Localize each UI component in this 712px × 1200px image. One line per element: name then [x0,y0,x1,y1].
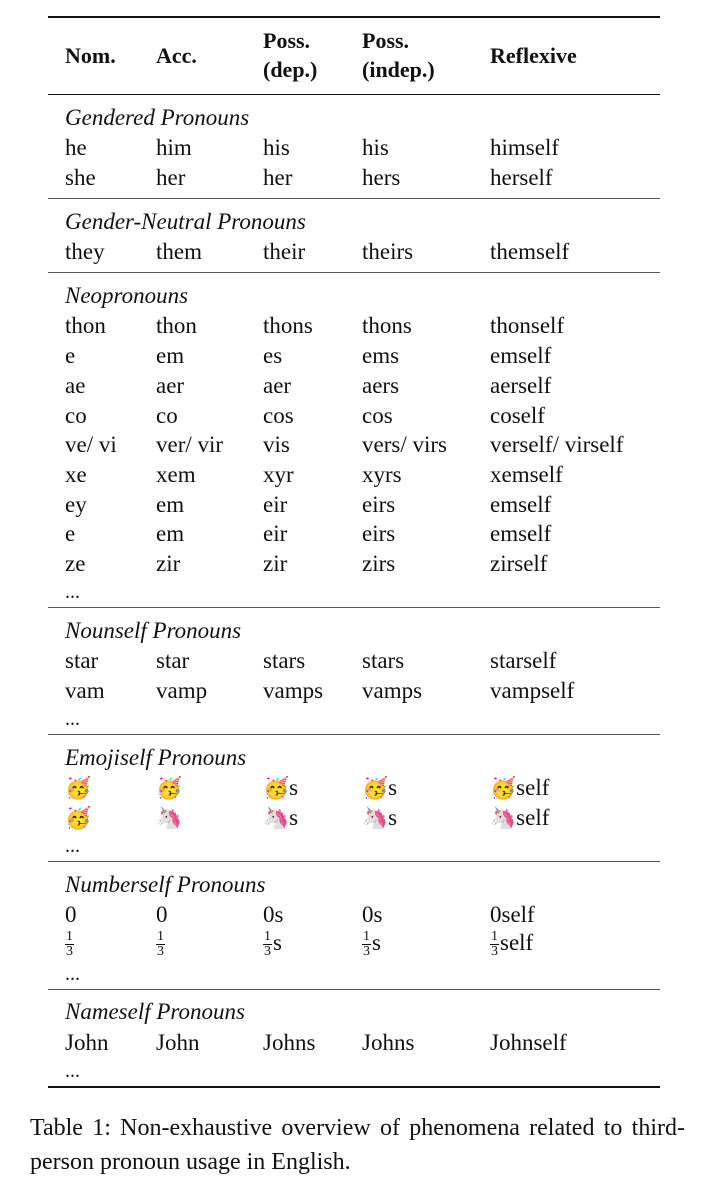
section-title: Gender-Neutral Pronouns [65,208,306,234]
table-cell: ver/ vir [156,432,224,458]
table-row [48,133,660,163]
table-row [48,400,660,430]
table-cell: cos [362,402,393,428]
table-row [48,430,660,460]
table-cell: theirs [362,239,414,265]
table-cell: stars [263,648,306,674]
table-cell: Johnself [490,1029,567,1055]
emoji-glyph: 🥳 [156,776,183,801]
table-cell: $\frac{1}{3}$ self [491,929,534,960]
emoji-glyph: 🥳 [490,776,517,801]
table-cell: 🦄s [263,805,299,831]
pronoun-table [48,16,660,1088]
table-cell: zir [156,550,181,576]
table-cell: his [263,135,290,161]
table-cell: thons [263,313,313,339]
header-cell: Reflexive [490,42,577,68]
table-cell: Johns [263,1029,316,1055]
table-row [48,460,660,490]
table-row [48,900,660,930]
section-title: Emojiself Pronouns [65,745,247,771]
fraction-one-third: $\frac{1}{3}$ [264,929,271,960]
table-cell: 🥳s [263,775,299,801]
table-cell [156,806,263,829]
table-header [48,18,660,94]
header-cell: Poss. (dep.) [263,28,318,82]
table-cell: es [263,343,283,369]
section-title: Nounself Pronouns [65,618,242,644]
table-cell: he [65,135,87,161]
bottom-rule [48,1086,660,1088]
table-cell: zir [263,550,288,576]
table-cell: eirs [362,521,396,547]
table-cell: herself [490,164,553,190]
header-cell: Acc. [156,42,197,68]
emoji-glyph: 🥳 [65,776,92,801]
table-cell: vampself [490,678,575,704]
emoji-glyph: 🦄 [490,806,517,831]
section-title: Numberself Pronouns [65,872,266,898]
table-cell: e [65,521,76,547]
table-cell: thon [65,313,106,339]
table-cell: ze [65,550,86,576]
table-cell: vers/ virs [362,432,447,458]
table-cell: themself [490,239,570,265]
table-cell: ey [65,491,87,517]
table-cell: em [156,521,185,547]
table-cell: John [156,1029,200,1055]
header-cell: Nom. [65,42,116,68]
table-cell: vamps [263,678,324,704]
table-cell [156,930,263,959]
table-row [48,341,660,371]
table-cell: him [156,135,192,161]
table-cell: em [156,491,185,517]
table-cell: they [65,239,105,265]
table-cell: his [362,135,389,161]
table-cell: himself [490,135,559,161]
table-row [48,519,660,549]
emoji-glyph: 🦄 [263,806,290,831]
table-row [48,646,660,676]
table-cell: aer [156,372,185,398]
table-cell: co [156,402,178,428]
table-cell: star [156,648,190,674]
table-cell: emself [490,491,552,517]
emoji-glyph: 🥳 [362,776,389,801]
table-cell: cos [263,402,294,428]
table-cell: 0 [156,902,168,928]
table-cell: emself [490,521,552,547]
table-cell: ae [65,372,86,398]
table-cell: starself [490,648,557,674]
table-cell [48,930,156,959]
table-cell: xyr [263,461,294,487]
fraction-one-third: $\frac{1}{3}$ [157,929,164,960]
table-cell: 0s [362,902,383,928]
table-cell: ems [362,343,400,369]
table-cell: thons [362,313,412,339]
table-row [48,549,660,579]
table-cell: ve/ vi [65,432,117,458]
table-row [48,489,660,519]
table-cell: eir [263,521,288,547]
fraction-one-third: $\frac{1}{3}$ [66,929,73,960]
table-cell: Johns [362,1029,415,1055]
table-cell: she [65,164,96,190]
table-body [48,95,660,1086]
ellipsis: ... [65,581,80,604]
table-cell: thon [156,313,197,339]
table-row [48,676,660,706]
table-cell: zirs [362,550,396,576]
table-cell: thonself [490,313,565,339]
table-cell: 🥳s [362,775,398,801]
table-cell: 0self [490,902,535,928]
section-title: Nameself Pronouns [65,999,245,1025]
table-cell: eir [263,491,288,517]
table-cell: vis [263,432,290,458]
emoji-glyph: 🥳 [263,776,290,801]
table-cell: $\frac{1}{3}$ s [264,929,282,960]
table-cell: $\frac{1}{3}$ s [363,929,381,960]
table-cell: John [65,1029,109,1055]
ellipsis: ... [65,1059,80,1082]
ellipsis: ... [65,835,80,858]
table-row [48,311,660,341]
table-cell: verself/ virself [490,432,624,458]
table-cell: their [263,239,306,265]
table-row [48,930,660,960]
table-cell: e [65,343,76,369]
table-row [48,371,660,401]
table-cell: star [65,648,99,674]
table-row [48,803,660,833]
table-cell: 🦄s [362,805,398,831]
table-cell: xyrs [362,461,402,487]
table-cell: 0 [65,902,77,928]
table-cell: aer [263,372,292,398]
table-row [48,773,660,803]
table-cell [48,806,156,829]
table-cell: xemself [490,461,563,487]
table-cell: stars [362,648,405,674]
header-cell: Poss. (indep.) [362,28,435,82]
table-cell: her [263,164,293,190]
table-cell: 🥳self [490,775,550,801]
table-cell: co [65,402,87,428]
emoji-glyph: 🦄 [156,806,183,831]
table-cell: coself [490,402,545,428]
table-cell: zirself [490,550,548,576]
ellipsis: ... [65,708,80,731]
table-caption: Table 1: Non-exhaustive overview of phenomena related to third-person pronoun usage in English. [30,1115,685,1175]
table-cell: vamp [156,678,208,704]
emoji-glyph: 🦄 [362,806,389,831]
table-cell: xe [65,461,87,487]
table-cell: em [156,343,185,369]
table-cell: her [156,164,186,190]
table-cell: eirs [362,491,396,517]
table-cell: 0s [263,902,284,928]
fraction-one-third: $\frac{1}{3}$ [363,929,370,960]
table-cell: aerself [490,372,552,398]
table-cell: 🦄self [490,805,550,831]
section-title: Gendered Pronouns [65,104,250,130]
table-cell: aers [362,372,400,398]
table-row [48,237,660,267]
table-cell: emself [490,343,552,369]
table-cell: xem [156,461,196,487]
table-row [48,1027,660,1057]
table-cell: vam [65,678,105,704]
table-cell: them [156,239,202,265]
fraction-one-third: $\frac{1}{3}$ [491,929,498,960]
table-cell: hers [362,164,401,190]
table-cell [48,776,156,799]
table-cell [156,776,263,799]
ellipsis: ... [65,962,80,985]
table-row [48,162,660,192]
emoji-glyph: 🥳 [65,806,92,831]
section-title: Neopronouns [65,283,189,309]
table-cell: vamps [362,678,423,704]
